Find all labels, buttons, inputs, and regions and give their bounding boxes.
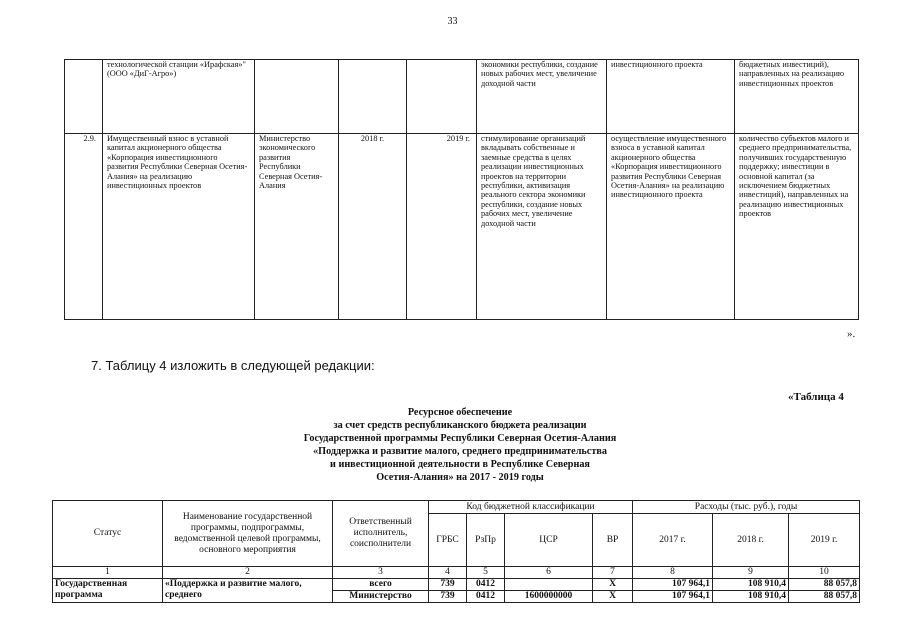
header-status: Статус — [53, 501, 163, 567]
cell-objective: экономики республики, создание новых рабочих мест, увеличение доходной части — [477, 60, 607, 134]
header-name: Наименование государственной программы, подпрограммы, ведомственной целевой программы, основного мероприятия — [163, 501, 333, 567]
table-row — [53, 579, 860, 591]
cell-indicator: бюджетных инвестиций), направленных на реализацию инвестиционных проектов — [735, 60, 859, 134]
cell-indicator: количество субъектов малого и среднего предпринимательства, получивших государственную поддержку; инвестиции в основной капитал (за исключением бюджетных инвестиций), направленных на реализацию инвестиционных проектов — [735, 134, 859, 320]
cell-2017: 107 964,1 — [633, 579, 713, 591]
header-row — [53, 501, 860, 514]
cell-2018: 108 910,4 — [713, 579, 789, 591]
cell-mechanism: осуществление имущественного взноса в уставной капитал акционерного общества «Корпорация инвестиционного развития Республики Северная Осетия-Алания» на реализацию инвестиционного проекта — [607, 134, 735, 320]
table-row — [65, 134, 859, 320]
column-number: 9 — [713, 567, 789, 579]
column-number: 2 — [163, 567, 333, 579]
cell-executor — [255, 60, 339, 134]
column-number: 10 — [789, 567, 860, 579]
caption-line: за счет средств республиканского бюджета реализации — [333, 420, 587, 431]
caption-line: Осетия-Алания» на 2017 - 2019 годы — [376, 472, 544, 483]
table-row — [65, 60, 859, 134]
header-2018: 2018 г. — [713, 514, 789, 567]
header-rzpr: РзПр — [467, 514, 505, 567]
cell-executor: всего — [333, 579, 429, 591]
table-4-resources — [52, 500, 860, 603]
cell-status: Государственная программа — [53, 579, 163, 603]
table-caption — [250, 406, 670, 484]
header-csr: ЦСР — [505, 514, 593, 567]
closing-quote: ». — [847, 328, 856, 340]
cell-vr: X — [593, 591, 633, 603]
column-number: 7 — [593, 567, 633, 579]
column-number: 4 — [429, 567, 467, 579]
cell-objective: стимулирование организаций вкладывать собственные и заемные средства в целях реализации инвестиционных проектов на территории республики, активизация реального сектора экономики республики, создание новых рабочих мест, увеличение доходной части — [477, 134, 607, 320]
cell-name: «Поддержка и развитие малого, среднего — [163, 579, 333, 603]
cell-csr — [505, 579, 593, 591]
column-number: 3 — [333, 567, 429, 579]
caption-line: Государственной программы Республики Северная Осетия-Алания — [303, 433, 617, 444]
column-number: 5 — [467, 567, 505, 579]
table-3-continuation — [64, 59, 859, 320]
header-vr: ВР — [593, 514, 633, 567]
cell-year-start: 2018 г. — [339, 134, 407, 320]
cell-grbs: 739 — [429, 579, 467, 591]
header-expenses: Расходы (тыс. руб.), годы — [633, 501, 860, 514]
cell-year-start — [339, 60, 407, 134]
column-number: 6 — [505, 567, 593, 579]
cell-rzpr: 0412 — [467, 591, 505, 603]
cell-csr: 1600000000 — [505, 591, 593, 603]
cell-2018: 108 910,4 — [713, 591, 789, 603]
cell-2019: 88 057,8 — [789, 591, 860, 603]
column-number-row — [53, 567, 860, 579]
cell-num: 2.9. — [65, 134, 103, 320]
table-reference-label: «Таблица 4 — [788, 391, 844, 403]
caption-line: «Поддержка и развитие малого, среднего предпринимательства — [313, 446, 607, 457]
cell-executor: Министерство экономического развития Республики Северная Осетия-Алания — [255, 134, 339, 320]
cell-year-end: 2019 г. — [407, 134, 477, 320]
header-grbs: ГРБС — [429, 514, 467, 567]
column-number: 8 — [633, 567, 713, 579]
cell-activity: Имущественный взнос в уставной капитал акционерного общества «Корпорация инвестиционного развития Республики Северная Осетия-Алания» на реализацию инвестиционных проектов — [103, 134, 255, 320]
cell-executor: Министерство — [333, 591, 429, 603]
paragraph-7: 7. Таблицу 4 изложить в следующей редакции: — [91, 358, 375, 373]
cell-vr: X — [593, 579, 633, 591]
header-executor: Ответственный исполнитель, соисполнители — [333, 501, 429, 567]
cell-activity: технологической станции «Ирафская»" (ООО «ДиГ-Агро») — [103, 60, 255, 134]
header-budget-code: Код бюджетной классификации — [429, 501, 633, 514]
cell-2017: 107 964,1 — [633, 591, 713, 603]
cell-rzpr: 0412 — [467, 579, 505, 591]
cell-year-end — [407, 60, 477, 134]
cell-mechanism: инвестиционного проекта — [607, 60, 735, 134]
cell-num — [65, 60, 103, 134]
header-2017: 2017 г. — [633, 514, 713, 567]
cell-grbs: 739 — [429, 591, 467, 603]
caption-line: и инвестиционной деятельности в Республике Северная — [330, 459, 590, 470]
page-number: 33 — [447, 16, 458, 27]
caption-line: Ресурсное обеспечение — [407, 407, 513, 418]
column-number: 1 — [53, 567, 163, 579]
cell-2019: 88 057,8 — [789, 579, 860, 591]
header-2019: 2019 г. — [789, 514, 860, 567]
